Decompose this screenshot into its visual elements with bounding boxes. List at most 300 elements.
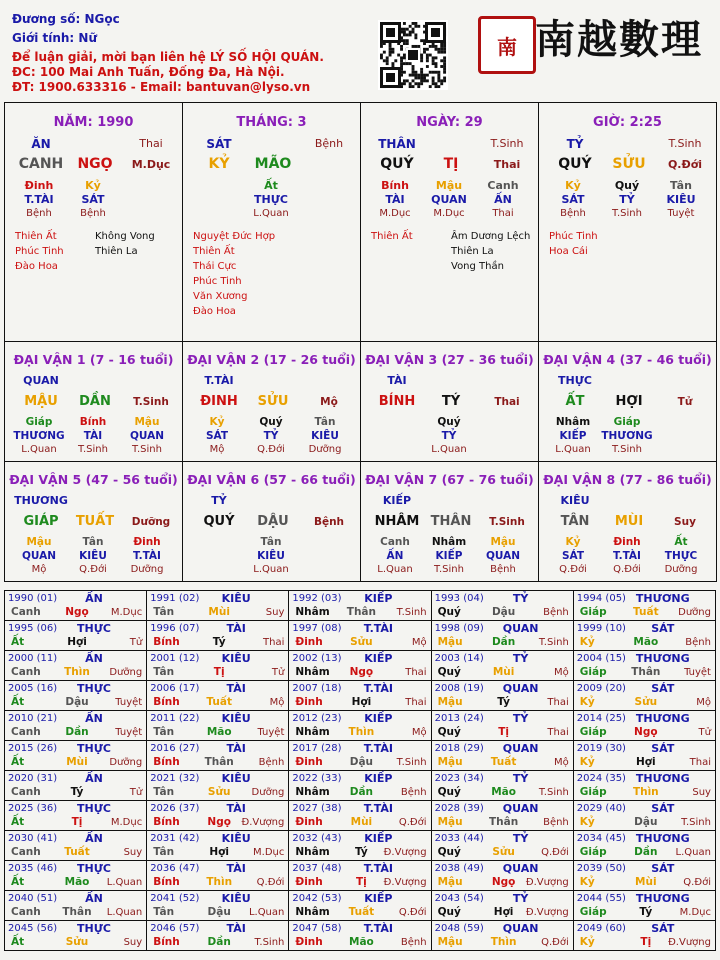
hidden-stem: Mậu	[26, 536, 52, 548]
year-label: 2015 (26)	[8, 743, 58, 754]
annual-cell[interactable]	[5, 711, 147, 741]
ten-god-star: ĂN	[31, 137, 51, 151]
ten-god-star: THỰC	[77, 862, 111, 875]
shen-sha: Âm Dương Lệch	[451, 231, 531, 242]
dai-van-title: ĐẠI VẬN 4 (37 - 46 tuổi)	[543, 352, 712, 367]
year-label: 2038 (49)	[434, 863, 484, 874]
dai-van-title: ĐẠI VẬN 5 (47 - 56 tuổi)	[9, 472, 178, 487]
life-phase: Mộ	[411, 637, 427, 648]
heavenly-stem: Đinh	[295, 636, 323, 648]
year-label: 2017 (28)	[292, 743, 342, 754]
heavenly-stem: Mậu	[437, 756, 463, 768]
year-label: 1995 (06)	[8, 623, 58, 634]
earthly-branch: Dậu	[207, 906, 231, 918]
ten-god-star: T.TÀI	[363, 922, 394, 935]
hidden-star: ẤN	[386, 550, 404, 562]
heavenly-stem: Giáp	[579, 726, 607, 738]
hidden-phase: L.Quan	[431, 444, 467, 455]
life-phase: Bệnh	[313, 516, 345, 528]
earthly-branch: Mùi	[492, 666, 515, 678]
heavenly-stem: Kỷ	[579, 816, 595, 828]
annual-cell[interactable]	[147, 681, 289, 711]
annual-cell[interactable]	[432, 771, 574, 801]
ten-god-star: TỶ	[512, 652, 529, 665]
ten-god-star: KIẾP	[364, 772, 393, 785]
annual-cell[interactable]	[574, 801, 716, 831]
heavenly-stem: Nhâm	[295, 726, 330, 738]
annual-cell[interactable]	[147, 711, 289, 741]
life-phase: Tử	[271, 667, 285, 678]
annual-cell[interactable]	[574, 861, 716, 891]
ten-god-star: TỶ	[512, 892, 529, 905]
year-label: 1997 (08)	[292, 623, 342, 634]
ten-god-star: QUAN	[502, 622, 539, 635]
state-top: Bệnh	[314, 137, 344, 150]
chart-header	[0, 0, 720, 100]
ten-god-star: QUAN	[502, 802, 539, 815]
annual-cell[interactable]	[574, 831, 716, 861]
earthly-branch: Mùi	[208, 606, 230, 618]
annual-cell[interactable]	[5, 681, 147, 711]
annual-cell[interactable]	[5, 621, 147, 651]
life-phase: Mộ	[696, 697, 711, 708]
ten-god-star: KIÊU	[221, 592, 251, 605]
annual-cell[interactable]	[5, 771, 147, 801]
earthly-branch: Ngọ	[349, 666, 374, 678]
year-label: 2030 (41)	[8, 833, 58, 844]
earthly-branch: Mão	[64, 876, 90, 888]
shen-sha: Hoa Cái	[549, 246, 588, 257]
owner-name: Đương số: NGọc	[12, 12, 120, 26]
ten-god-star: THƯƠNG	[635, 832, 690, 845]
annual-cell[interactable]	[432, 621, 574, 651]
annual-cell[interactable]	[574, 891, 716, 921]
hidden-phase: T.Sinh	[434, 564, 464, 575]
hidden-star: KIÊU	[257, 550, 285, 562]
earthly-branch: THÂN	[430, 514, 472, 529]
ten-god-star: QUAN	[502, 682, 539, 695]
phone-email: ĐT: 1900.633316 - Email: bantuvan@lyso.vn	[12, 80, 311, 94]
life-phase: Suy	[123, 847, 143, 858]
earthly-branch: Ngọ	[634, 726, 658, 738]
hidden-stem: Kỷ	[565, 536, 581, 548]
ten-god-star: TÀI	[387, 374, 407, 387]
annual-cell[interactable]	[289, 861, 431, 891]
ten-god-star: ẤN	[85, 652, 103, 665]
ten-god-star: THƯƠNG	[635, 712, 690, 725]
annual-cell[interactable]	[289, 831, 431, 861]
annual-cell[interactable]	[432, 861, 574, 891]
hidden-phase: L.Quan	[21, 444, 57, 455]
heavenly-stem: KỶ	[208, 156, 230, 172]
life-phase: Thai	[689, 757, 711, 768]
earthly-branch: Tuất	[633, 606, 659, 618]
year-label: 2020 (31)	[8, 773, 58, 784]
year-label: 2018 (29)	[434, 743, 484, 754]
year-label: 2016 (27)	[150, 743, 200, 754]
state-top: Thai	[139, 137, 163, 150]
year-label: 2019 (30)	[576, 743, 626, 754]
year-label: 2045 (56)	[8, 923, 58, 934]
annual-cell[interactable]	[289, 591, 431, 621]
ten-god-star: KIÊU	[221, 652, 251, 665]
ten-god-star: SÁT	[651, 622, 675, 635]
life-phase: Bệnh	[685, 637, 711, 648]
annual-cell[interactable]	[147, 621, 289, 651]
hidden-star: QUAN	[129, 430, 165, 442]
ten-god-star: THỰC	[77, 802, 111, 815]
annual-cell[interactable]	[289, 801, 431, 831]
annual-cell[interactable]	[289, 711, 431, 741]
earthly-branch: Tuất	[64, 846, 90, 858]
year-label: 2033 (44)	[434, 833, 484, 844]
life-phase: M.Dục	[110, 817, 143, 828]
heavenly-stem: Ất	[11, 936, 25, 948]
dai-van-title: ĐẠI VẬN 8 (77 - 86 tuổi)	[543, 472, 712, 487]
year-label: 2022 (33)	[292, 773, 342, 784]
life-phase: Đ.Vượng	[383, 877, 427, 888]
hidden-phase: Bệnh	[490, 564, 516, 575]
life-phase: T.Sinh	[396, 607, 427, 618]
ten-god-star: THÂN	[378, 137, 416, 151]
heavenly-stem: Canh	[11, 666, 41, 678]
ten-god-star: QUAN	[502, 862, 539, 875]
hidden-star: SÁT	[561, 550, 585, 562]
annual-cell[interactable]	[574, 921, 716, 951]
heavenly-stem: Mậu	[437, 696, 463, 708]
earthly-branch: Tị	[356, 876, 367, 888]
pillar-1	[5, 103, 183, 342]
heavenly-stem: Giáp	[579, 846, 607, 858]
shen-sha: Đào Hoa	[15, 261, 58, 272]
annual-cell[interactable]	[432, 681, 574, 711]
ten-god-star: SÁT	[651, 862, 675, 875]
year-label: 2041 (52)	[150, 893, 200, 904]
annual-cell[interactable]	[432, 831, 574, 861]
heavenly-stem: Đinh	[295, 696, 323, 708]
hidden-phase: Mộ	[209, 444, 225, 455]
annual-cell[interactable]	[5, 741, 147, 771]
earthly-branch: NGỌ	[77, 156, 113, 172]
heavenly-stem: Ất	[11, 636, 25, 648]
heavenly-stem: Đinh	[295, 876, 323, 888]
annual-cell[interactable]	[289, 681, 431, 711]
earthly-branch: TUẤT	[75, 514, 115, 529]
hidden-phase: T.Sinh	[132, 444, 162, 455]
annual-cell[interactable]	[432, 891, 574, 921]
hidden-stem: Canh	[487, 179, 519, 192]
hidden-stem: Đinh	[133, 536, 161, 548]
heavenly-stem: Tân	[153, 906, 175, 918]
annual-cell[interactable]	[147, 651, 289, 681]
annual-cell[interactable]	[574, 621, 716, 651]
heavenly-stem: Mậu	[437, 816, 463, 828]
life-phase: Suy	[265, 607, 285, 618]
year-label: 2025 (36)	[8, 803, 58, 814]
ten-god-star: TỶ	[566, 137, 584, 151]
life-phase: Dưỡng	[109, 757, 143, 768]
earthly-branch: Dần	[634, 846, 658, 858]
life-phase: Q.Đới	[541, 847, 569, 858]
earthly-branch: Dậu	[349, 756, 374, 768]
life-phase: Tuyệt	[115, 697, 143, 708]
shen-sha: Thiên Ất	[193, 246, 235, 257]
annual-cell[interactable]	[432, 921, 574, 951]
earthly-branch: Hợi	[209, 846, 229, 858]
heavenly-stem: TÂN	[560, 514, 590, 529]
hidden-phase: T.Sinh	[78, 444, 108, 455]
ten-god-star: ẤN	[85, 592, 103, 605]
annual-cell[interactable]	[5, 861, 147, 891]
annual-cell[interactable]	[5, 891, 147, 921]
ten-god-star: KIẾP	[382, 494, 412, 507]
annual-cell[interactable]	[147, 591, 289, 621]
annual-cell[interactable]	[289, 621, 431, 651]
annual-cell[interactable]	[432, 651, 574, 681]
annual-cell[interactable]	[147, 921, 289, 951]
year-label: 2042 (53)	[292, 893, 342, 904]
qr-code[interactable]	[378, 20, 448, 90]
life-phase: Bệnh	[400, 787, 427, 798]
pillars-grid	[4, 102, 717, 342]
ten-god-star: QUAN	[502, 922, 539, 935]
hidden-stem: Kỷ	[85, 179, 101, 192]
life-phase: L.Quan	[675, 847, 711, 858]
year-label: 2023 (34)	[434, 773, 484, 784]
annual-cell[interactable]	[574, 711, 716, 741]
heavenly-stem: Nhâm	[295, 846, 330, 858]
year-label: 2024 (35)	[576, 773, 626, 784]
earthly-branch: HỢI	[615, 394, 643, 409]
hidden-star: SÁT	[561, 193, 585, 206]
hidden-star: T.TÀI	[24, 193, 54, 206]
heavenly-stem: Ất	[11, 876, 25, 888]
brand-logo: 南越數理	[535, 16, 703, 63]
hidden-phase: T.Sinh	[612, 444, 642, 455]
hidden-phase: Q.Đới	[79, 564, 107, 575]
earthly-branch: Ngọ	[491, 876, 516, 888]
earthly-branch: Sửu	[350, 636, 373, 648]
life-phase: Tử	[698, 727, 711, 738]
dai-van-5	[5, 462, 183, 582]
life-phase: Bệnh	[400, 937, 427, 948]
earthly-branch: MÃO	[254, 156, 292, 172]
earthly-branch: Hợi	[635, 756, 656, 768]
annual-cell[interactable]	[574, 591, 716, 621]
hidden-phase: Dưỡng	[664, 564, 698, 575]
annual-cell[interactable]	[289, 771, 431, 801]
life-phase: Thai	[263, 637, 285, 648]
ten-god-star: THỰC	[558, 374, 592, 387]
annual-cell[interactable]	[5, 921, 147, 951]
earthly-branch: Thìn	[348, 726, 375, 738]
life-phase: M.Dục	[110, 607, 143, 618]
ten-god-star: T.TÀI	[363, 622, 394, 635]
heavenly-stem: BÍNH	[378, 394, 416, 409]
annual-cell[interactable]	[432, 801, 574, 831]
ten-god-star: T.TÀI	[204, 374, 234, 387]
annual-cell[interactable]	[574, 681, 716, 711]
heavenly-stem: GIÁP	[23, 514, 59, 529]
heavenly-stem: Đinh	[295, 816, 323, 828]
annual-cell[interactable]	[147, 861, 289, 891]
hidden-stem: Mậu	[435, 179, 463, 192]
year-label: 2002 (13)	[292, 653, 342, 664]
earthly-branch: Thìn	[490, 936, 517, 948]
year-label: 2039 (50)	[576, 863, 626, 874]
ten-god-star: SÁT	[651, 742, 675, 755]
life-phase: M.Dục	[253, 847, 285, 858]
heavenly-stem: Kỷ	[579, 876, 595, 888]
earthly-branch: Tý	[497, 696, 510, 708]
heavenly-stem: Nhâm	[295, 906, 330, 918]
annual-cell[interactable]	[289, 651, 431, 681]
life-phase: Thai	[547, 727, 569, 738]
hidden-star: QUAN	[485, 550, 521, 562]
annual-cell[interactable]	[5, 651, 147, 681]
life-phase: Suy	[123, 937, 143, 948]
heavenly-stem: NHÂM	[374, 514, 420, 529]
heavenly-stem: Bính	[153, 696, 180, 708]
year-label: 2010 (21)	[8, 713, 58, 724]
ten-god-star: QUAN	[502, 742, 539, 755]
ten-god-star: SÁT	[651, 922, 675, 935]
hidden-phase: Thai	[492, 208, 514, 219]
hidden-star: TỶ	[263, 430, 279, 442]
dai-van-8	[539, 462, 717, 582]
earthly-branch: Dậu	[634, 816, 658, 828]
hidden-star: TỶ	[619, 193, 635, 206]
hidden-star: TỶ	[441, 430, 457, 442]
year-label: 1990 (01)	[8, 593, 58, 604]
dai-van-7	[361, 462, 539, 582]
ten-god-star: KIẾP	[364, 892, 393, 905]
ten-god-star: KIÊU	[221, 772, 251, 785]
earthly-branch: Thân	[488, 816, 519, 828]
hidden-phase: Dưỡng	[308, 444, 342, 455]
hidden-phase: Q.Đới	[257, 444, 285, 455]
earthly-branch: Tị	[213, 666, 225, 678]
shen-sha: Thiên Ất	[371, 231, 413, 242]
annual-cell[interactable]	[574, 651, 716, 681]
hidden-phase: Q.Đới	[559, 564, 587, 575]
earthly-branch: Thân	[631, 666, 661, 678]
life-phase: T.Sinh	[538, 637, 569, 648]
earthly-branch: DẦN	[79, 394, 111, 409]
heavenly-stem: Quý	[437, 726, 461, 738]
ten-god-star: THỰC	[77, 742, 111, 755]
earthly-branch: Mão	[491, 786, 516, 798]
year-label: 2011 (22)	[150, 713, 200, 724]
annual-cell[interactable]	[574, 741, 716, 771]
ten-god-star: THƯƠNG	[635, 652, 690, 665]
annual-cell[interactable]	[289, 921, 431, 951]
earthly-branch: Tị	[71, 816, 83, 828]
year-label: 2043 (54)	[434, 893, 484, 904]
life-phase: Mộ	[269, 697, 285, 708]
hidden-stem: Giáp	[613, 416, 641, 428]
annual-cell[interactable]	[432, 741, 574, 771]
heavenly-stem: CANH	[18, 156, 64, 172]
life-phase: T.Sinh	[681, 817, 711, 828]
year-label: 2032 (43)	[292, 833, 342, 844]
heavenly-stem: Kỷ	[579, 756, 595, 768]
life-phase: Q.Đới	[256, 877, 285, 888]
annual-cell[interactable]	[5, 801, 147, 831]
hidden-stem: Mậu	[490, 536, 516, 548]
ten-god-star: KIÊU	[221, 832, 251, 845]
annual-cell[interactable]	[147, 831, 289, 861]
annual-grid	[4, 590, 716, 951]
life-phase: Bệnh	[543, 817, 569, 828]
earthly-branch: Tị	[640, 936, 652, 948]
hidden-star: KIÊU	[79, 550, 107, 562]
hidden-star: T.TÀI	[133, 550, 161, 562]
annual-cell[interactable]	[432, 591, 574, 621]
ten-god-star: THỰC	[77, 922, 111, 935]
annual-cell[interactable]	[147, 741, 289, 771]
shen-sha: Thiên Ất	[15, 231, 57, 242]
annual-cell[interactable]	[289, 741, 431, 771]
earthly-branch: Dậu	[65, 696, 89, 708]
ten-god-star: KIÊU	[221, 892, 251, 905]
annual-cell[interactable]	[289, 891, 431, 921]
life-phase: Thai	[547, 697, 569, 708]
life-phase: Thai	[405, 667, 427, 678]
hidden-phase: M.Dục	[433, 208, 465, 219]
shen-sha: Đào Hoa	[193, 306, 236, 317]
earthly-branch: Tý	[355, 846, 368, 858]
dai-van-2	[183, 342, 361, 462]
earthly-branch: Hợi	[67, 636, 87, 648]
life-phase: Tử	[677, 396, 693, 408]
hidden-stem: Quý	[259, 416, 283, 428]
hidden-phase: L.Quan	[253, 208, 289, 219]
annual-cell[interactable]	[147, 801, 289, 831]
hidden-star: KIẾP	[559, 430, 587, 442]
life-phase: T.Sinh	[133, 396, 169, 408]
earthly-branch: Hợi	[493, 906, 514, 918]
dai-van-title: ĐẠI VẬN 3 (27 - 36 tuổi)	[365, 352, 534, 367]
year-label: 2003 (14)	[434, 653, 484, 664]
ten-god-star: TỶ	[512, 712, 529, 725]
year-label: 2013 (24)	[434, 713, 484, 724]
hidden-star: TÀI	[385, 193, 405, 206]
ten-god-star: QUAN	[23, 374, 59, 387]
heavenly-stem: Đinh	[295, 756, 323, 768]
life-phase: Dưỡng	[251, 787, 285, 798]
annual-cell[interactable]	[147, 771, 289, 801]
shen-sha: Nguyệt Đức Hợp	[193, 231, 276, 242]
earthly-branch: Tuất	[490, 756, 517, 768]
hidden-star: THỰC	[254, 193, 288, 206]
hidden-phase: Bệnh	[560, 208, 586, 219]
heavenly-stem: Ất	[11, 816, 25, 828]
annual-cell[interactable]	[147, 891, 289, 921]
life-phase: Dưỡng	[678, 607, 711, 618]
earthly-branch: Dần	[349, 786, 374, 798]
annual-cell[interactable]	[5, 831, 147, 861]
year-label: 1993 (04)	[434, 593, 484, 604]
shen-sha: Phúc Tinh	[15, 246, 64, 257]
hidden-stem: Giáp	[25, 416, 53, 428]
life-phase: Tử	[129, 637, 143, 648]
hidden-star: KIÊU	[311, 430, 339, 442]
contact-notice: Để luận giải, mời bạn liên hệ LÝ SỐ HỘI QUÁN.	[12, 50, 324, 64]
annual-cell[interactable]	[574, 771, 716, 801]
annual-cell[interactable]	[432, 711, 574, 741]
annual-cell[interactable]	[5, 591, 147, 621]
